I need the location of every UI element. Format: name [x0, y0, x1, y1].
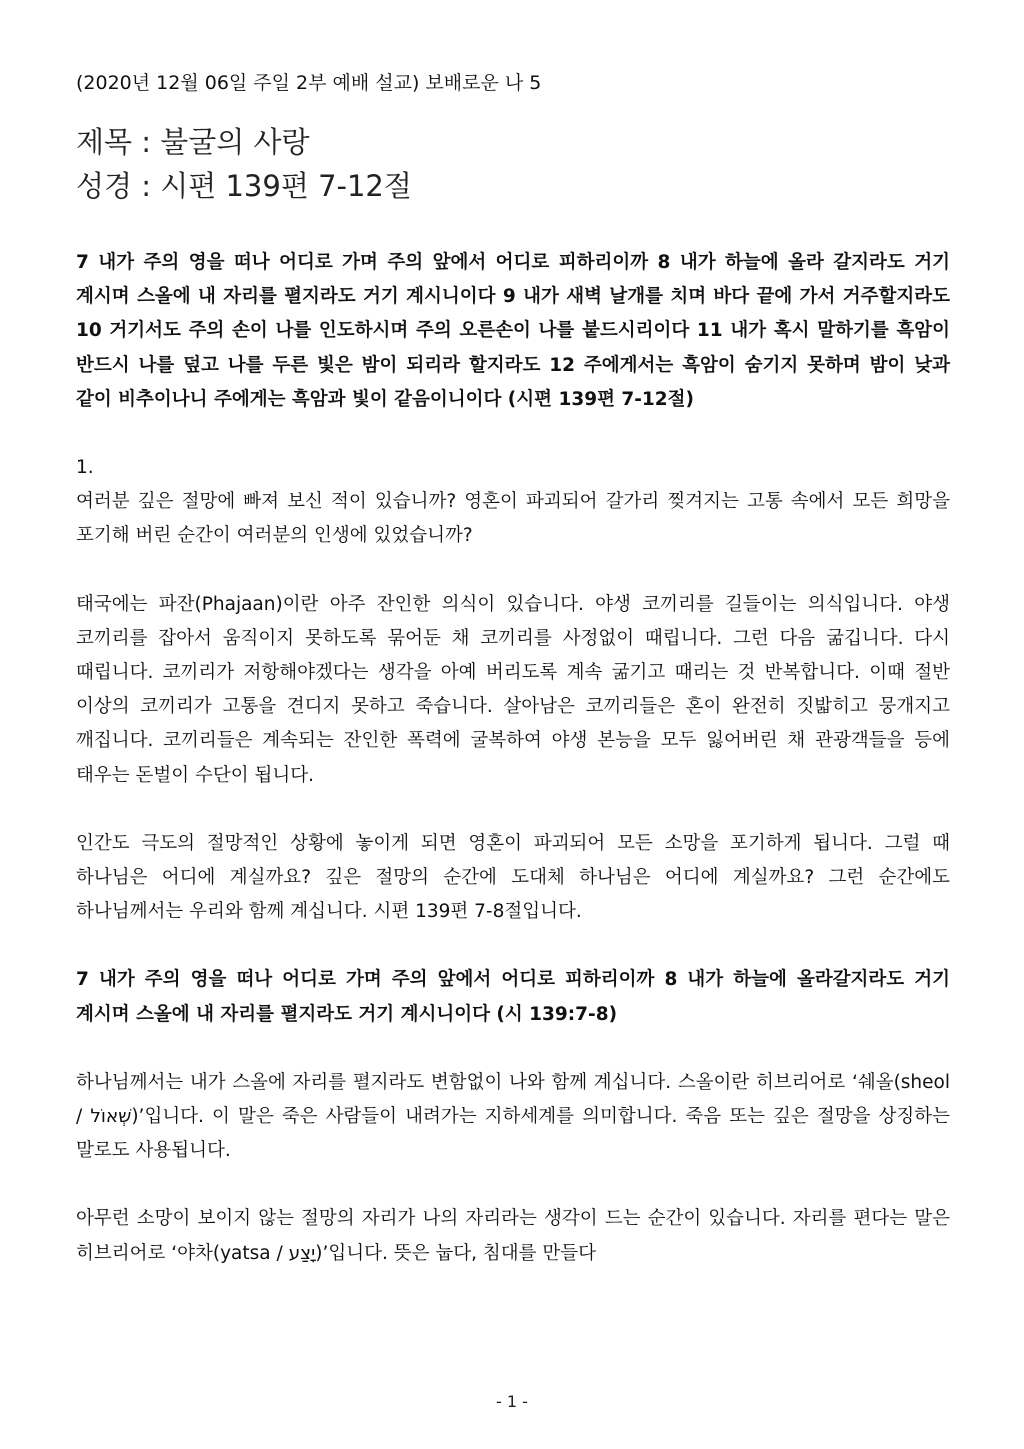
sermon-header: (2020년 12월 06일 주일 2부 예배 설교) 보배로운 나 5: [76, 72, 542, 94]
title-block: [76, 120, 950, 208]
paragraph-1: 여러분 깊은 절망에 빠져 보신 적이 있습니까? 영혼이 파괴되어 갈가리 찢겨지는 고통 속에서 모든 희망을 포기해 버린 순간이 여러분의 인생에 있었습니까?: [76, 491, 950, 547]
paragraph-3: 인간도 극도의 절망적인 상황에 놓이게 되면 영혼이 파괴되어 모든 소망을 포기하게 됩니다. 그럴 때 하나님은 어디에 계실까요? 깊은 절망의 순간에 도대체 하나님은 어디에 계실까요? 그런 순간에도 하나님께서는 우리와 함께 계십니다. 시편 139편 7-8절입니다.: [76, 832, 950, 923]
paragraph-5: 아무런 소망이 보이지 않는 절망의 자리가 나의 자리라는 생각이 드는 순간이 있습니다. 자리를 편다는 말은 히브리어로 ‘야차(yatsa / יָצַע)’입니다. 뜻은 눕다, 침대를 만들다: [76, 1208, 950, 1264]
paragraph-4: 하나님께서는 내가 스올에 자리를 펼지라도 변함없이 나와 함께 계십니다. 스올이란 히브리어로 ‘쉐올(sheol / שְׁאוֹל)’입니다. 이 말은 죽은 사람들이 내려가는 지하세계를 의미합니다. 죽음 또는 깊은 절망을 상징하는 말로도 사용됩니다.: [76, 1071, 950, 1162]
section-number: 1.: [76, 457, 94, 479]
sermon-title: 제목 : 불굴의 사랑: [76, 125, 310, 159]
scripture-quote: 7 내가 주의 영을 떠나 어디로 가며 주의 앞에서 어디로 피하리이까 8 내가 하늘에 올라갈지라도 거기 계시며 스올에 내 자리를 펼지라도 거기 계시니이다 (시 139:7-8): [76, 969, 950, 1025]
document-page: [76, 66, 950, 1305]
page-number: - 1 -: [496, 1392, 528, 1411]
scripture-text: 7 내가 주의 영을 떠나 어디로 가며 주의 앞에서 어디로 피하리이까 8 내가 하늘에 올라 갈지라도 거기 계시며 스올에 내 자리를 펼지라도 거기 계시니이다 9 내가 새벽 날개를 치며 바다 끝에 가서 거주할지라도 10 거기서도 주의 손이 나를 인도하시며 주의 오른손이 나를 붙드시리이다 11 내가 혹시 말하기를 흑암이 반드시 나를 덮고 나를 두른 빛은 밤이 되리라 할지라도 12 주에게서는 흑암이 숨기지 못하며 밤이 낮과 같이 비추이나니 주에게는 흑암과 빛이 같음이니이다 (시편 139편 7-12절): [76, 252, 950, 410]
paragraph-2: 태국에는 파잔(Phajaan)이란 아주 잔인한 의식이 있습니다. 야생 코끼리를 길들이는 의식입니다. 야생 코끼리를 잡아서 움직이지 못하도록 묶어둔 채 코끼리를 사정없이 때립니다. 그런 다음 굶깁니다. 다시 때립니다. 코끼리가 저항해야겠다는 생각을 아예 버리도록 계속 굶기고 때리는 것 반복합니다. 이때 절반 이상의 코끼리가 고통을 견디지 못하고 죽습니다. 살아남은 코끼리들은 혼이 완전히 짓밟히고 뭉개지고 깨집니다. 코끼리들은 계속되는 잔인한 폭력에 굴복하여 야생 본능을 모두 잃어버린 채 관광객들을 등에 태우는 돈벌이 수단이 됩니다.: [76, 593, 950, 786]
scripture-reference: 성경 : 시편 139편 7-12절: [76, 169, 412, 203]
